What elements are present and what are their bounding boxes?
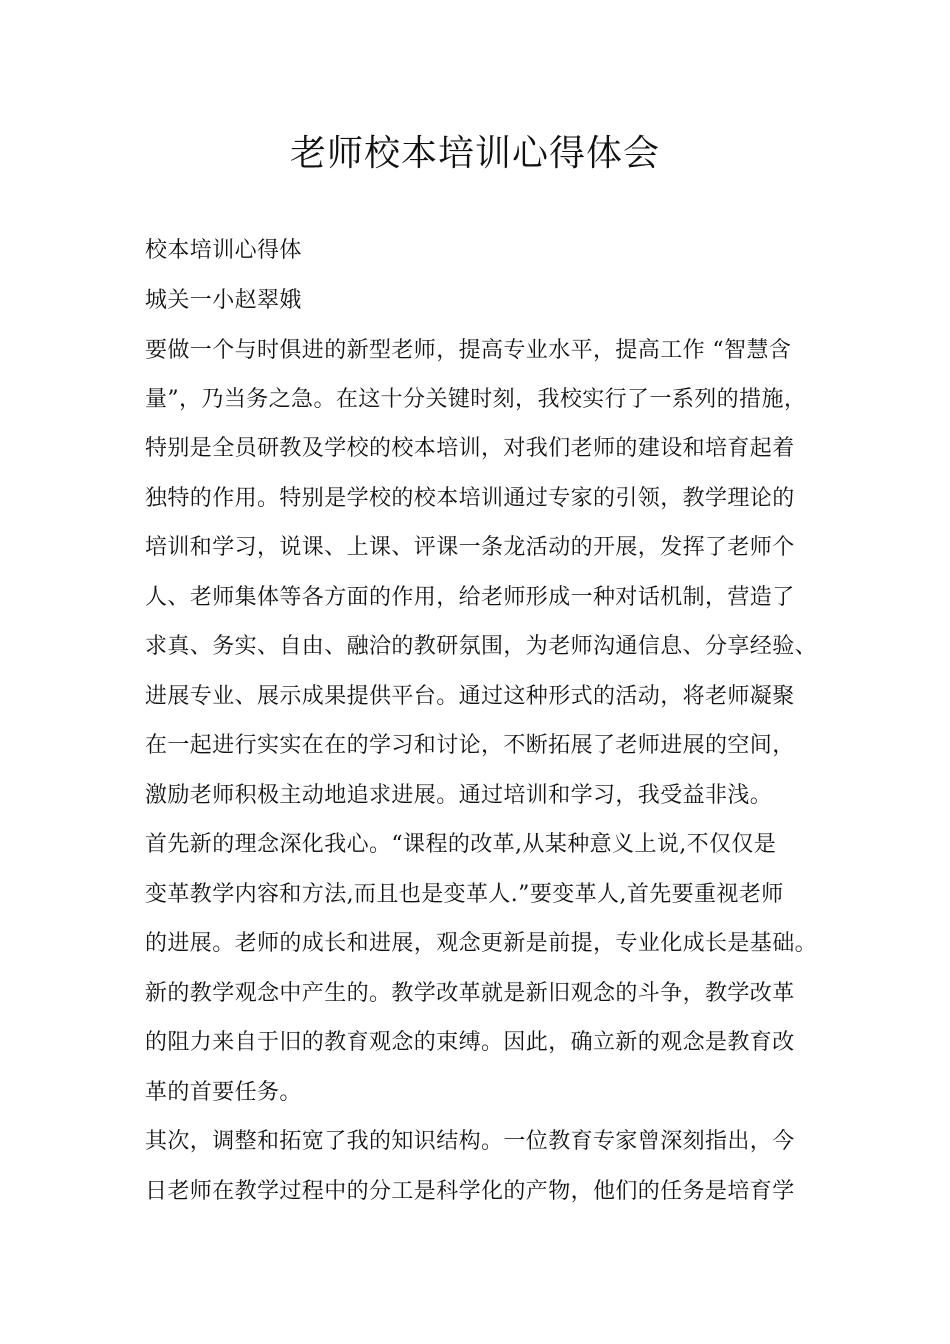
paragraph-line: 要做一个与时俱进的新型老师，提高专业水平，提高工作 “智慧含 (145, 338, 792, 363)
subtitle-line: 校本培训心得体 (145, 238, 302, 263)
paragraph-line: 激励老师积极主动地追求进展。通过培训和学习，我受益非浅。 (145, 783, 773, 808)
paragraph-line: 进展专业、展示成果提供平台。通过这种形式的活动，将老师凝聚 (145, 684, 795, 709)
paragraph-line: 量”，乃当务之急。在这十分关键时刻，我校实行了一系列的措施， (145, 387, 807, 412)
author-line: 城关一小赵翠娥 (145, 288, 302, 313)
paragraph-line: 变革教学内容和方法,而且也是变革人.”要变革人,首先要重视老师 (145, 882, 784, 907)
paragraph-line: 求真、务实、自由、融洽的教研氛围，为老师沟通信息、分享经验、 (145, 634, 818, 659)
paragraph-line: 新的教学观念中产生的。教学改革就是新旧观念的斗争，教学改革 (145, 981, 795, 1006)
paragraph-line: 的阻力来自于旧的教育观念的束缚。因此，确立新的观念是教育改 (145, 1030, 795, 1055)
paragraph-line: 培训和学习，说课、上课、评课一条龙活动的开展，发挥了老师个 (145, 535, 795, 560)
paragraph-line: 在一起进行实实在在的学习和讨论，不断拓展了老师进展的空间， (145, 733, 795, 758)
document-title: 老师校本培训心得体会 (289, 133, 660, 174)
paragraph-line: 独特的作用。特别是学校的校本培训通过专家的引领，教学理论的 (145, 486, 795, 511)
paragraph-line: 其次，调整和拓宽了我的知识结构。一位教育专家曾深刻指出，今 (145, 1129, 795, 1154)
paragraph-line: 首先新的理念深化我心。“课程的改革,从某种意义上说,不仅仅是 (145, 832, 777, 857)
paragraph-line: 人、老师集体等各方面的作用，给老师形成一种对话机制，营造了 (145, 585, 795, 610)
paragraph-line: 的进展。老师的成长和进展，观念更新是前提，专业化成长是基础。 (145, 931, 818, 956)
paragraph-line: 特别是全员研教及学校的校本培训，对我们老师的建设和培育起着 (145, 436, 795, 461)
paragraph-line: 日老师在教学过程中的分工是科学化的产物，他们的任务是培育学 (145, 1179, 795, 1204)
paragraph-line: 革的首要任务。 (145, 1080, 302, 1105)
